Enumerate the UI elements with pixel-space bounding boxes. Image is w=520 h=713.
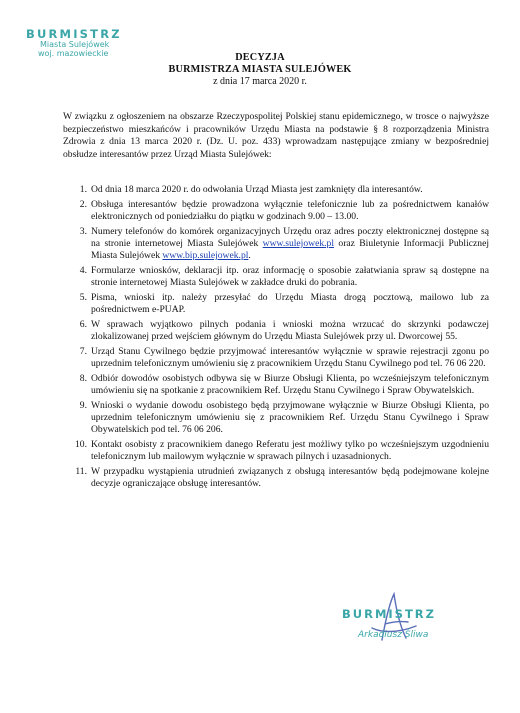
document-date: z dnia 17 marca 2020 r. xyxy=(213,76,307,88)
document-subtitle: BURMISTRZA MIASTA SULEJÓWEK xyxy=(168,64,352,76)
list-item-text-part: Numery telefonów do komórek organizacyjnych Urzędu oraz adres poczty elektronicznej dostępne są na stronie internetowej Miasta Sulejówek xyxy=(91,225,489,249)
list-item-text: Od dnia 18 marca 2020 r. do odwołania Urząd Miasta jest zamknięty dla interesantów. xyxy=(91,184,423,195)
list-item-number: 6. xyxy=(79,319,87,330)
website-link[interactable]: www.sulejowek.pl xyxy=(262,238,334,249)
list-item-text: Urząd Stanu Cywilnego będzie przyjmować interesantów wyłącznie w sprawie rejestracji zgonu po uprzednim telefonicznym umówieniu się z pracownikiem Urzędu Stanu Cywilnego pod tel. 76 06 220. xyxy=(91,346,489,370)
list-item xyxy=(63,373,489,397)
list-item xyxy=(63,439,489,463)
stamp-top-line1: BURMISTRZ xyxy=(26,27,122,41)
list-item-number: 3. xyxy=(79,225,87,237)
list-item-number: 8. xyxy=(79,373,87,384)
list-item xyxy=(63,346,489,370)
list-item-number: 2. xyxy=(79,198,87,210)
list-item xyxy=(63,400,489,437)
list-item-number: 7. xyxy=(79,346,87,357)
list-item-number: 5. xyxy=(79,292,87,303)
stamp-top-line3: woj. mazowieckie xyxy=(38,49,109,59)
list-item xyxy=(63,184,489,196)
list-item-text: Kontakt osobisty z pracownikiem danego Referatu jest możliwy tylko po wcześniejszym uzgodnieniu telefonicznym lub mailowym wyłącznie w sprawach pilnych i uzasadnionych. xyxy=(91,439,489,463)
list-item xyxy=(63,226,489,263)
list-item-text: Odbiór dowodów osobistych odbywa się w Biurze Obsługi Klienta, po wcześniejszym telefonicznym umówieniu się na spotkanie z pracownikiem Ref. Urzędu Stanu Cywilnego i Spraw Obywatelskich. xyxy=(91,373,489,397)
list-item-text-part: oraz Biuletynie Informacji Publicznej Miasta Sulejówek xyxy=(91,238,490,262)
list-item-number: 4. xyxy=(79,265,87,276)
bip-link[interactable]: www.bip.sulejowek.pl xyxy=(162,250,249,262)
decision-list xyxy=(63,184,489,493)
list-item-number: 10. xyxy=(75,439,87,451)
list-item-number: 1. xyxy=(79,184,87,195)
list-item-text: W przypadku wystąpienia utrudnień związanych z obsługą interesantów będą podejmowane kolejne decyzje ograniczające obsługę interesantów. xyxy=(91,466,489,490)
list-item-text: Pisma, wnioski itp. należy przesyłać do Urzędu Miasta drogą pocztową, mailowo lub za pośrednictwem e-PUAP. xyxy=(91,292,489,316)
list-item-number: 11. xyxy=(75,466,87,478)
list-item xyxy=(63,199,489,223)
stamp-top-line2: Miasta Sulejówek xyxy=(40,40,110,50)
list-item xyxy=(63,319,489,343)
list-item xyxy=(63,292,489,316)
list-item-text: Formularze wniosków, deklaracji itp. oraz informację o sposobie załatwiania spraw są dostępne na stronie internetowej Miasta Sulejówek w zakładce druki do pobrania. xyxy=(91,265,489,289)
list-item-text: Obsługa interesantów będzie prowadzona wyłącznie telefonicznie lub za pośrednictwem kanałów elektronicznych od poniedziałku do piątku w godzinach 9.00 – 13.00. xyxy=(91,198,489,222)
list-item-text xyxy=(91,226,489,263)
stamp-bottom xyxy=(342,607,482,640)
intro-paragraph: W związku z ogłoszeniem na obszarze Rzeczypospolitej Polskiej stanu epidemicznego, w trosce o najwyższe bezpieczeństwo mieszkańców i pracowników Urzędu Miasta na podstawie § 8 rozporządzenia Ministra Zdrowia z dnia 13 marca 2020 r. (Dz. U. poz. 433) wprowadzam następujące zmiany w bezpośredniej obsłudze interesantów przez Urząd Miasta Sulejówek: xyxy=(63,111,489,160)
list-item-number: 9. xyxy=(79,400,87,411)
list-item-text: W sprawach wyjątkowo pilnych podania i wnioski można wrzucać do skrzynki podawczej zlokalizowanej przed wejściem głównym do Urzędu Miasta Sulejówek przy ul. Dworcowej 55. xyxy=(91,319,489,343)
list-item-text-part: . xyxy=(248,250,251,262)
list-item xyxy=(63,466,489,490)
list-item xyxy=(63,265,489,289)
stamp-bottom-title: BURMISTRZ xyxy=(342,607,437,621)
list-item-text: Wnioski o wydanie dowodu osobistego będą przyjmowane wyłącznie w Biurze Obsługi Klienta, po uprzednim telefonicznym umówieniu się z pracownikiem Ref. Urzędu Stanu Cywilnego i Spraw Obywatelskich pod tel. 76 06 206. xyxy=(91,400,489,436)
stamp-bottom-name: Arkadiusz Śliwa xyxy=(358,630,429,640)
document-title: DECYZJA xyxy=(235,52,285,63)
document-header xyxy=(0,49,520,88)
